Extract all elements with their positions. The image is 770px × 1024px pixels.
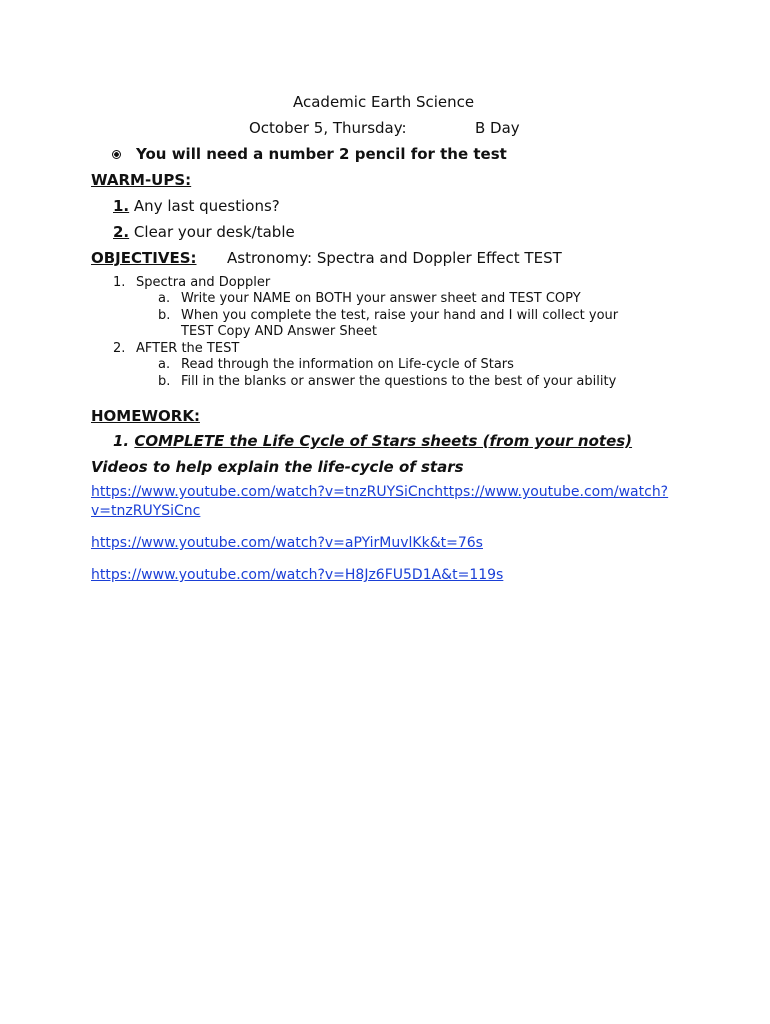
objective-number: 1. — [113, 275, 126, 290]
homework-item — [113, 432, 632, 450]
objective-number: 2. — [113, 341, 126, 356]
video-link-3[interactable]: https://www.youtube.com/watch?v=H8Jz6FU5D1A&t=119s — [91, 567, 504, 583]
pencil-reminder: You will need a number 2 pencil for the test — [136, 145, 507, 163]
sub-letter: b. — [158, 308, 171, 323]
day-label: B Day — [475, 119, 520, 137]
objectives-heading: OBJECTIVES: — [91, 249, 197, 267]
objective-text: AFTER the TEST — [136, 341, 240, 356]
sub-text: When you complete the test, raise your hand and I will collect your — [181, 308, 619, 323]
date-label: October 5, Thursday: — [249, 119, 407, 137]
homework-text: COMPLETE the Life Cycle of Stars sheets (from your notes) — [134, 432, 633, 450]
sub-text: Fill in the blanks or answer the questions to the best of your ability — [181, 374, 617, 389]
bullet-icon — [112, 150, 121, 159]
sub-text-continued: TEST Copy AND Answer Sheet — [181, 324, 377, 339]
warmup-text: Any last questions? — [133, 197, 280, 215]
sub-text: Read through the information on Life-cycle of Stars — [181, 357, 514, 372]
warmups-heading: WARM-UPS: — [91, 171, 192, 189]
warmup-item — [113, 223, 295, 241]
sub-letter: a. — [158, 357, 171, 372]
video-link-1[interactable]: https://www.youtube.com/watch?v=tnzRUYSiCnchttps://www.youtube.com/watch? — [91, 484, 669, 500]
sub-letter: b. — [158, 374, 171, 389]
objectives-topic: Astronomy: Spectra and Doppler Effect TEST — [227, 249, 562, 267]
sub-text: Write your NAME on BOTH your answer sheet and TEST COPY — [181, 291, 581, 306]
document-title: Academic Earth Science — [293, 93, 475, 111]
warmup-text: Clear your desk/table — [133, 223, 295, 241]
videos-heading: Videos to help explain the life-cycle of stars — [91, 458, 464, 476]
homework-number: 1. — [113, 432, 130, 450]
warmup-number: 1. — [113, 197, 130, 215]
warmup-item — [113, 197, 280, 215]
sub-letter: a. — [158, 291, 171, 306]
video-link-2[interactable]: https://www.youtube.com/watch?v=aPYirMuvlKk&t=76s — [91, 535, 483, 551]
homework-heading: HOMEWORK: — [91, 407, 200, 425]
warmup-number: 2. — [113, 223, 130, 241]
objective-text: Spectra and Doppler — [136, 275, 271, 290]
video-link-1-continued[interactable]: v=tnzRUYSiCnc — [91, 503, 201, 519]
